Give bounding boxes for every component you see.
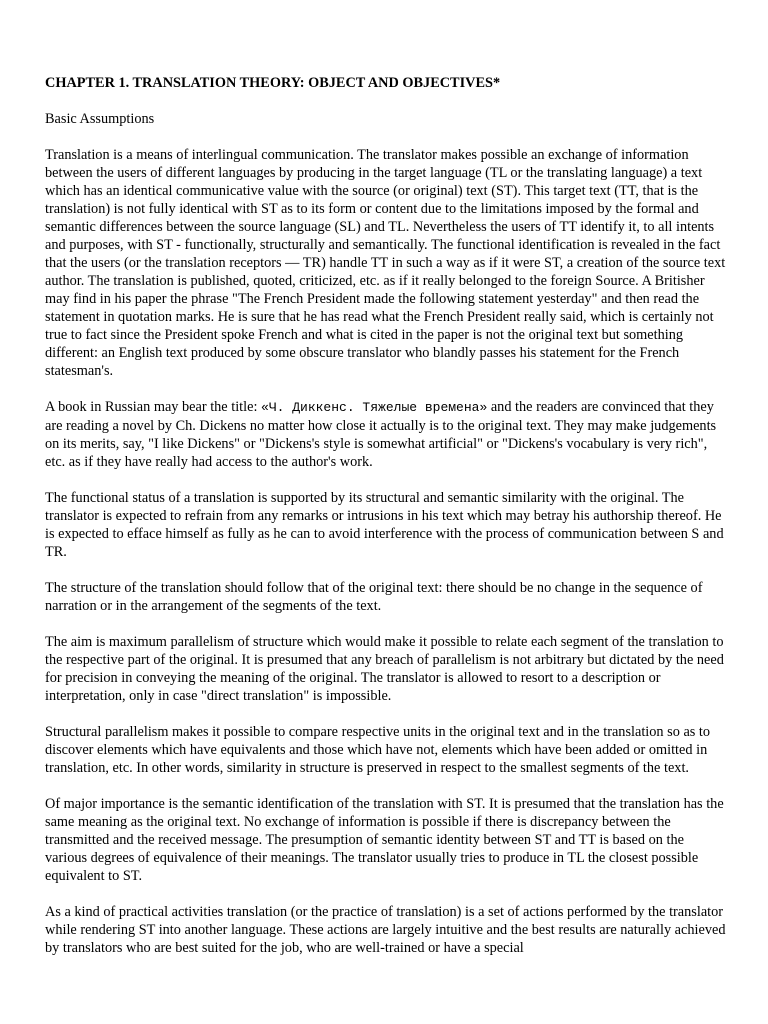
section-subheading: Basic Assumptions [45,111,155,127]
paragraph-8: As a kind of practical activities translation (or the practice of translation) is a set of actions performed by the translator while rendering ST into another language. These actions are largely intuitive and the best results are naturally achieved by translators who are best suited for the job, who are well-trained or have a special [45,904,726,956]
paragraph-6: Structural parallelism makes it possible to compare respective units in the original text and in the translation so as to discover elements which have equivalents and those which have not, elements which have been added or omitted in translation, etc. In other words, similarity in structure is preserved in respect to the smallest segments of the text. [45,724,711,776]
paragraph-2-end: and the readers are convinced that they are reading a novel by Ch. Dickens no matter how close it actually is to the original text. They may make judgements on its merits, say, "I like Dickens" or "Dickens's style is somewhat artificial" or "Dickens's vocabulary is very rich", etc. as if they have really had access to the author's work. [45,399,717,470]
paragraph-3: The functional status of a translation is supported by its structural and semantic similarity with the original. The translator is expected to refrain from any remarks or intrusions in his text which may betray his authorship thereof. He is expected to efface himself as fully as he can to avoid interference with the process of communication between S and TR. [45,490,724,560]
chapter-title: CHAPTER 1. TRANSLATION THEORY: OBJECT AND OBJECTIVES* [45,75,501,91]
paragraph-2-start: A book in Russian may bear the title: [45,399,262,415]
paragraph-7: Of major importance is the semantic identification of the translation with ST. It is presumed that the translation has the same meaning as the original text. No exchange of information is possible if there is discrepancy between the transmitted and the received message. The presumption of semantic identity between ST and TT is based on the various degrees of equivalence of their meanings. The translator usually tries to produce in TL the closest possible equivalent to ST. [45,796,724,884]
paragraph-4: The structure of the translation should follow that of the original text: there should be no change in the sequence of narration or in the arrangement of the segments of the text. [45,580,703,614]
paragraph-1: Translation is a means of interlingual communication. The translator makes possible an exchange of information between the users of different languages by producing in the target language (TL or the translating language) a text which has an identical communicative value with the source (or original) text (ST). This target text (TT, that is the translation) is not fully identical with ST as to its form or content due to the limitations imposed by the formal and semantic differences between the source language (SL) and TL. Nevertheless the users of TT identify it, to all intents and purposes, with ST - functionally, structurally and semantically. The functional identification is revealed in the fact that the users (or the translation receptors — TR) handle TT in such a way as if it were ST, a creation of the source text author. The translation is published, quoted, criticized, etc. as if it really belonged to the foreign Source. A Britisher may find in his paper the phrase "The French President made the following statement yesterday" and then read the statement in quotation marks. He is sure that he has read what the French President really said, which is certainly not true to fact since the President spoke French and what is cited in the paper is not the original text but something different: an English text produced by some obscure translator who blandly passes his statement for the French statesman's. [45,147,726,379]
paragraph-2 [45,398,728,471]
russian-title: «Ч. Диккенс. Тяжелые времена» [261,400,488,415]
paragraph-5: The aim is maximum parallelism of structure which would make it possible to relate each segment of the translation to the respective part of the original. It is presumed that any breach of parallelism is not arbitrary but dictated by the need for precision in conveying the meaning of the original. The translator is allowed to resort to a description or interpretation, only in case "direct translation" is impossible. [45,634,724,704]
